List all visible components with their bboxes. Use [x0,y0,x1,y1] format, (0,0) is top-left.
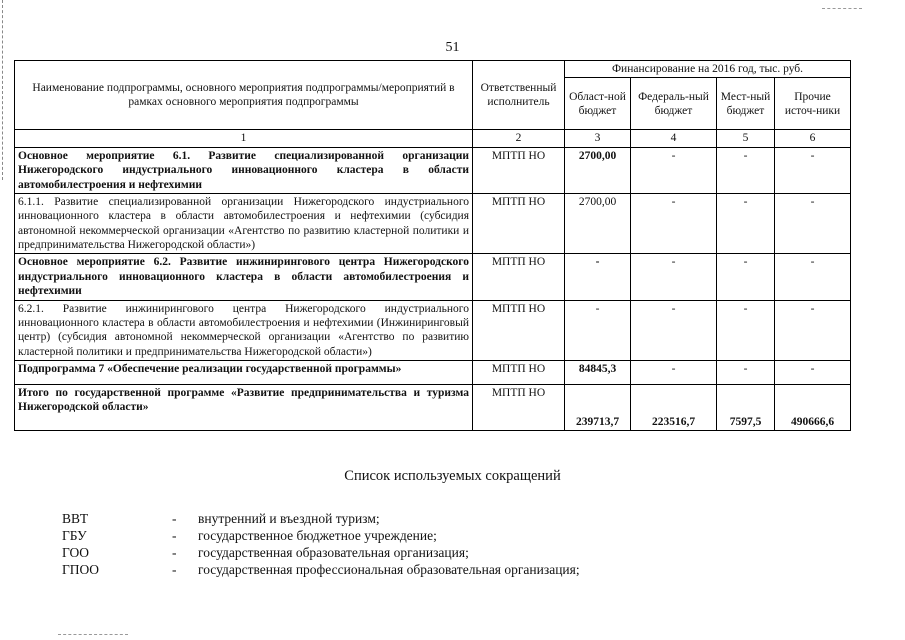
list-item [62,527,580,544]
row-regional: 84845,3 [565,361,631,385]
table-row [15,147,851,193]
row-local: - [717,300,775,361]
row-name: 6.1.1. Развитие специализированной организации Нижегородского индустриального инновационного кластера в области автомобилестроения и нефтехимии (субсидия автономной некоммерческой организации «Агентство по развитию кластерной политики и предпринимательства Нижегородской области») [15,193,473,254]
scan-mark-bottom [58,634,128,635]
header-responsible: Ответственный исполнитель [473,61,565,130]
row-regional: - [565,254,631,300]
row-local: - [717,193,775,254]
row-regional: 2700,00 [565,147,631,193]
table-row [15,193,851,254]
row-other: - [775,300,851,361]
column-number: 1 [15,130,473,147]
header-financing: Финансирование на 2016 год, тыс. руб. [565,61,851,78]
abbreviation-description: государственная образовательная организация; [198,545,469,560]
row-local: - [717,147,775,193]
header-row-1 [15,61,851,78]
row-regional: 2700,00 [565,193,631,254]
total-responsible: МПТП НО [473,385,565,431]
abbreviation-code: ГОО [62,545,89,560]
abbreviation-dash: - [172,545,177,560]
header-other: Прочие источ-ники [775,78,851,130]
row-other: - [775,254,851,300]
row-federal: - [631,193,717,254]
row-responsible: МПТП НО [473,147,565,193]
total-local: 7597,5 [717,385,775,431]
row-name: Основное мероприятие 6.1. Развитие специализированной организации Нижегородского индустриального инновационного кластера в области автомобилестроения и нефтехимии [15,147,473,193]
row-name: Основное мероприятие 6.2. Развитие инжинирингового центра Нижегородского индустриального инновационного кластера в области автомобилестроения и нефтехимии [15,254,473,300]
list-item [62,544,580,561]
total-federal: 223516,7 [631,385,717,431]
list-item [62,561,580,578]
abbreviation-dash: - [172,511,177,526]
row-federal: - [631,300,717,361]
table-row [15,300,851,361]
row-other: - [775,361,851,385]
total-other: 490666,6 [775,385,851,431]
column-number: 5 [717,130,775,147]
abbreviation-description: государственное бюджетное учреждение; [198,528,437,543]
row-responsible: МПТП НО [473,361,565,385]
financing-table [14,60,851,431]
row-responsible: МПТП НО [473,254,565,300]
abbreviation-description: внутренний и въездной туризм; [198,511,380,526]
table-row [15,361,851,385]
row-federal: - [631,361,717,385]
header-local: Мест-ный бюджет [717,78,775,130]
row-local: - [717,361,775,385]
row-name: 6.2.1. Развитие инжинирингового центра Нижегородского индустриального инновационного кластера в области автомобилестроения и нефтехимии (Инжиниринговый центр) (субсидия автономной некоммерческой организации «Агентство по развитию кластерной политики и предпринимательства Нижегородской области») [15,300,473,361]
row-other: - [775,147,851,193]
row-responsible: МПТП НО [473,193,565,254]
abbreviation-code: ГПОО [62,562,100,577]
column-number: 6 [775,130,851,147]
column-number-row [15,130,851,147]
header-name: Наименование подпрограммы, основного мероприятия подпрограммы/мероприятий в рамках основного мероприятия подпрограммы [15,61,473,130]
header-regional: Област-ной бюджет [565,78,631,130]
table-row [15,254,851,300]
header-federal: Федераль-ный бюджет [631,78,717,130]
row-responsible: МПТП НО [473,300,565,361]
abbreviation-code: ВВТ [62,511,89,526]
total-regional: 239713,7 [565,385,631,431]
column-number: 3 [565,130,631,147]
row-federal: - [631,254,717,300]
abbreviation-dash: - [172,528,177,543]
abbreviation-description: государственная профессиональная образовательная организация; [198,562,580,577]
abbreviation-code: ГБУ [62,528,87,543]
row-regional: - [565,300,631,361]
row-federal: - [631,147,717,193]
column-number: 2 [473,130,565,147]
column-number: 4 [631,130,717,147]
list-item [62,510,580,527]
total-name: Итого по государственной программе «Развитие предпринимательства и туризма Нижегородской области» [15,385,473,431]
abbreviations-title: Список используемых сокращений [344,468,561,484]
row-name: Подпрограмма 7 «Обеспечение реализации государственной программы» [15,361,473,385]
abbreviations-list [62,510,580,578]
binding-margin-line [2,0,4,180]
row-local: - [717,254,775,300]
page-number: 51 [445,40,460,55]
total-row [15,385,851,431]
scan-mark-top [822,8,862,9]
row-other: - [775,193,851,254]
abbreviation-dash: - [172,562,177,577]
